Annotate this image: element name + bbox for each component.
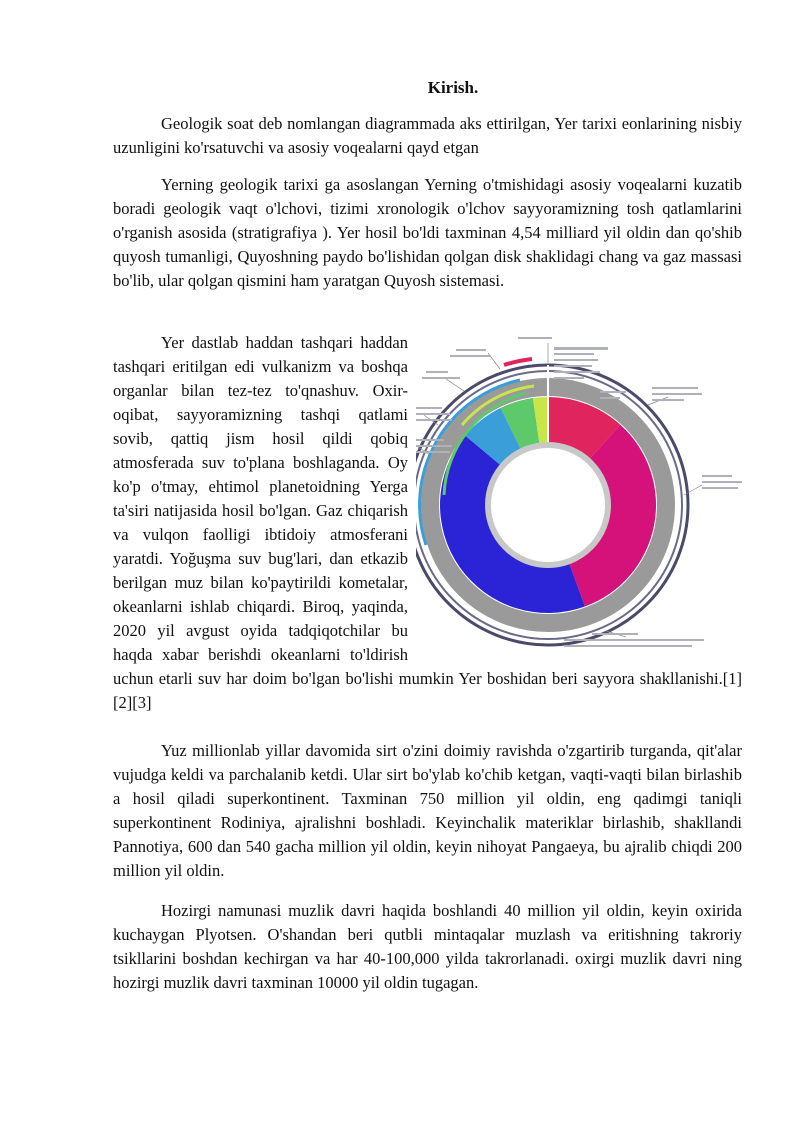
arc-red <box>504 359 532 365</box>
paragraph-2: Yerning geologik tarixi ga asoslangan Yerning o'tmishidagi asosiy voqealarni kuzatib boradi geologik vaqt o'lchovi, tizimi xronologik o'lchov sayyoramizning tosh qatlamlarini o'rganish asosida (stratigrafiya ). Yer hosil bo'ldi taxminan 4,54 milliard yil oldin dan qo'shib quyosh tumanligi, Quyoshning paydo bo'lishidan qolgan disk shaklidagi chang va gaz massasi bo'lib, ular qolgan qismini ham yaratgan Quyosh sistemasi. <box>113 175 742 290</box>
paragraph-1: Geologik soat deb nomlangan diagrammada aks ettirilgan, Yer tarixi eonlarining nisbiy uzunligini ko'rsatuvchi va asosiy voqealarni qayd etgan <box>113 114 742 157</box>
paragraph-4: Yuz millionlab yillar davomida sirt o'zini doimiy ravishda o'zgartirib turganda, qit'alar vujudga keldi va parchalanib ketdi. Ular sirt bo'ylab ko'chib ketgan, vaqti-vaqti bilan birlashib a hosil qiladi superkontinent. Taxminan 750 million yil oldin, eng qadimgi taniqli superkontinent Rodiniya, ajralishni boshladi. Keyinchalik materiklar birlashib, shakllandi Pannotiya, 600 dan 540 gacha million yil oldin, keyin nihoyat Pangaeya, bu ajralib chiqdi 200 million yil oldin. <box>113 741 742 880</box>
paragraph-5: Hozirgi namunasi muzlik davri haqida boshlandi 40 million yil oldin, keyin oxirida kuchaygan Plyotsen. O'shandan beri qutbli mintaqalar muzlash va eritishning takroriy tsikllarini boshdan kechirgan va har 40-100,000 yilda takrorlanadi. oxirgi muzlik davri ning hozirgi muzlik davri taxminan 10000 yil oldin tugagan. <box>113 901 742 992</box>
document-title: Kirish. <box>427 78 479 97</box>
paragraph-3-with-figure <box>113 331 742 715</box>
inner-white-disk <box>488 445 608 565</box>
paragraph-3-text: Yer dastlab haddan tashqari haddan tashqari eritilgan edi vulkanizm va boshqa organlar bilan tez-tez to'qnashuv. Oxir-oqibat, sayyoramizning tashqi qatlami sovib, qattiq jism hosil qildi qobiq atmosferada suv to'plana boshlaganda. Oy ko'p o'tmay, ehtimol planetoidning Yerga ta'siri natijasida hosil bo'lgan. Gaz chiqarish va vulqon faolligi ibtidoiy atmosferani yaratdi. Yoğuşma suv bug'lari, dan etkazib berilgan muz bilan ko'paytirildi kometalar, okeanlarni ishlab chiqardi. Biroq, yaqinda, 2020 yil avgust oyida tadqiqotchilar bu haqda xabar berishdi okeanlarni to'ldirish uchun etarli suv har doim bo'lgan bo'lishi mumkin Yer boshidan beri sayyora shakllanishi.[1][2][3] <box>113 333 742 712</box>
geologic-clock-diagram <box>416 335 752 653</box>
geologic-clock-figure <box>416 335 752 653</box>
